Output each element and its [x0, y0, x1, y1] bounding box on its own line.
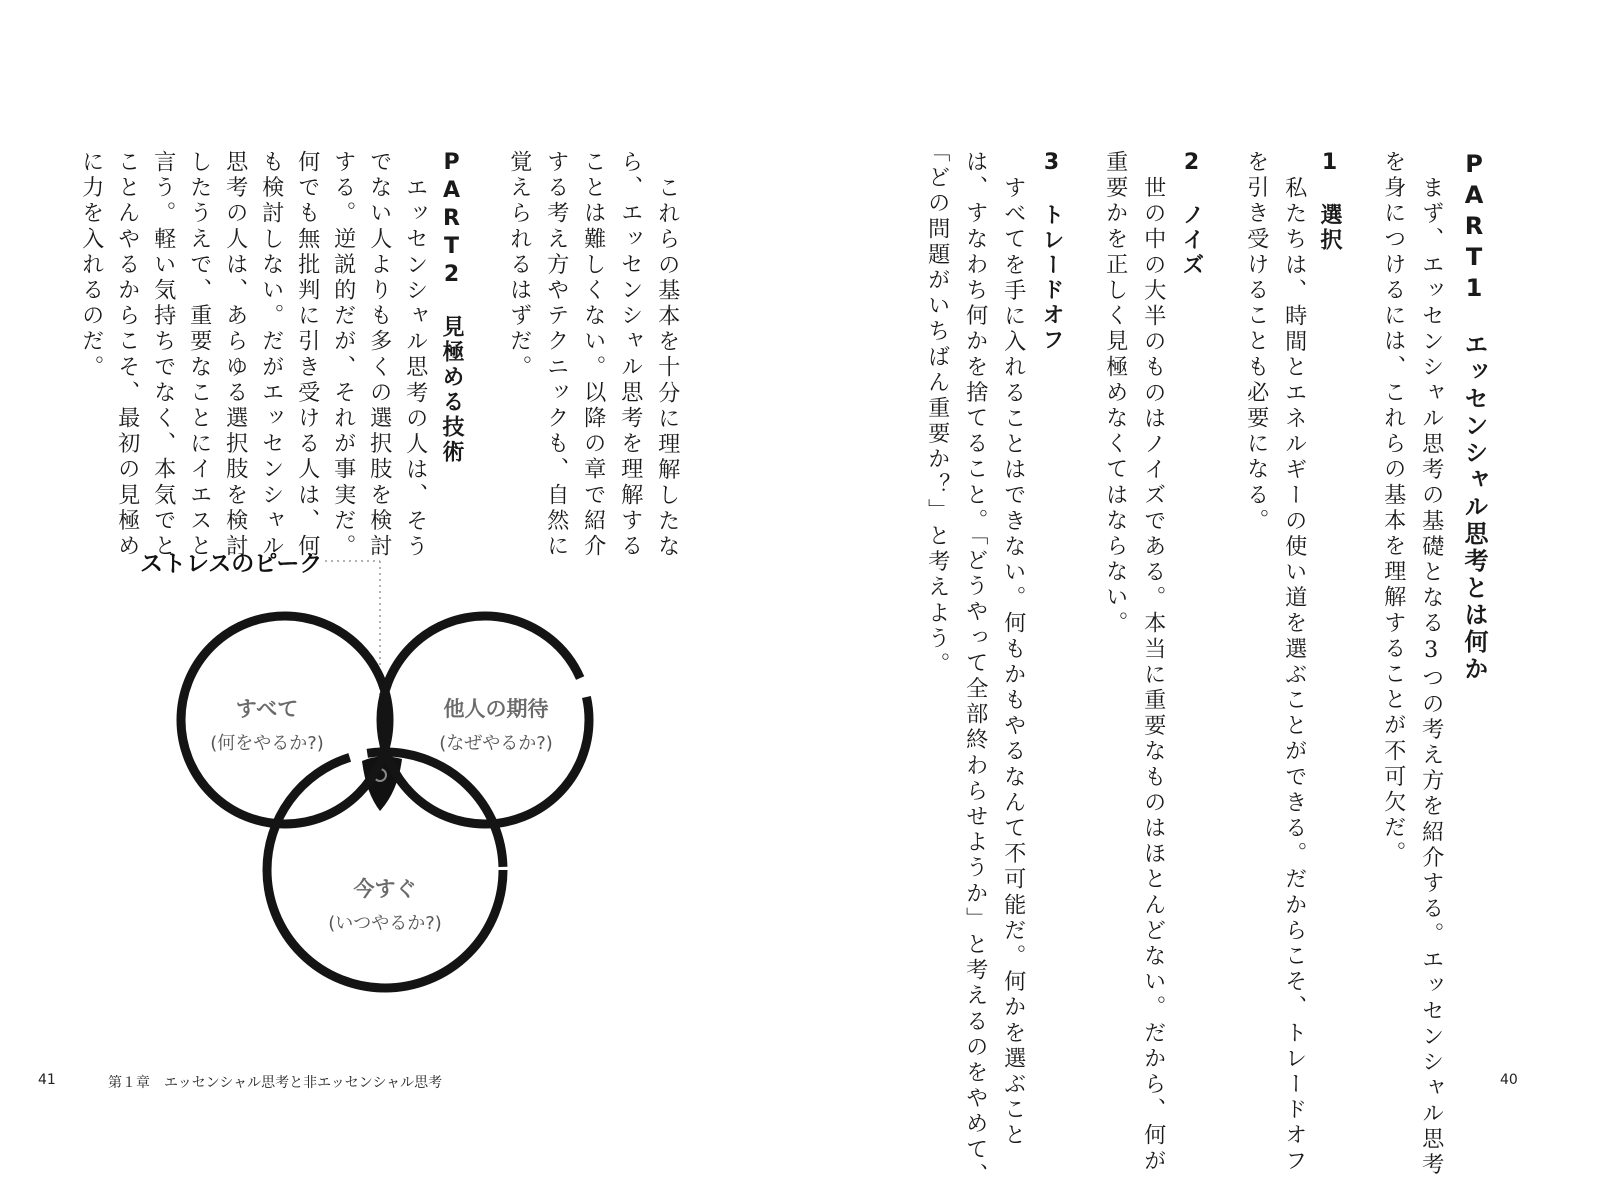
- circle-label-now-sub: (いつやるか?): [328, 913, 442, 934]
- section1-heading: 1 選択: [1317, 150, 1342, 253]
- venn-diagram: [140, 535, 620, 1025]
- circle-label-others: [416, 693, 576, 755]
- continuation-line-4: する考え方やテクニックも、自然に: [543, 150, 570, 560]
- part2-line-1: エッセンシャル思考の人は、そう: [402, 176, 429, 560]
- continuation-line-3: ことは難しくない。以降の章で紹介: [580, 150, 607, 560]
- section3-heading: 3 トレードオフ: [1039, 150, 1064, 353]
- venn-circles: [140, 535, 620, 1025]
- intro-line-2: を身につけるには、これらの基本を理解することが不可欠だ。: [1380, 150, 1407, 867]
- part2-heading: PART2 見極める技術: [439, 150, 464, 465]
- running-head: 第１章 エッセンシャル思考と非エッセンシャル思考: [108, 1075, 443, 1091]
- section3-line-3: 「どの問題がいちばん重要か？」と考えよう。: [924, 140, 951, 678]
- circle-label-now: [305, 873, 465, 935]
- section3-line-2: は、すなわち何かを捨てること。「どうやって全部終わらせようか」と考えるのをやめて、: [962, 150, 989, 1189]
- section1-line-1: 私たちは、時間とエネルギーの使い道を選ぶことができる。だからこそ、トレードオフ: [1281, 176, 1308, 1175]
- intro-line-1: まず、エッセンシャル思考の基礎となる3つの考え方を紹介する。エッセンシャル思考: [1418, 176, 1445, 1179]
- section1-line-2: を引き受けることも必要になる。: [1243, 150, 1270, 534]
- section2-heading: 2 ノイズ: [1179, 150, 1204, 278]
- part2-line-6: 思考の人は、あらゆる選択肢を検討: [222, 150, 249, 560]
- continuation-line-5: 覚えられるはずだ。: [506, 150, 533, 381]
- figure-title: ストレスのピーク: [140, 551, 323, 577]
- section2-line-1: 世の中の大半のものはノイズである。本当に重要なものはほとんどない。だから、何が: [1140, 176, 1167, 1175]
- part1-heading: PART1 エッセンシャル思考とは何か: [1460, 150, 1488, 683]
- page-number-right: 40: [1500, 1072, 1518, 1088]
- section2-line-2: 重要かを正しく見極めなくてはならない。: [1102, 150, 1129, 637]
- section3-line-1: すべてを手に入れることはできない。何もかもやるなんて不可能だ。何かを選ぶこと: [1000, 176, 1027, 1149]
- continuation-line-2: ら、エッセンシャル思考を理解する: [617, 150, 644, 560]
- page-number-left: 41: [38, 1072, 56, 1088]
- continuation-line-1: これらの基本を十分に理解したな: [654, 176, 681, 560]
- circle-label-others-main: 他人の期待: [443, 697, 549, 721]
- circle-label-all-sub: (何をやるか?): [210, 733, 324, 754]
- circle-label-all-main: すべて: [235, 697, 299, 721]
- part2-line-4: 何でも無批判に引き受ける人は、何: [294, 150, 321, 560]
- part2-line-3: する。逆説的だが、それが事実だ。: [330, 150, 357, 560]
- part2-line-10: に力を入れるのだ。: [78, 150, 105, 381]
- part2-line-7: したうえで、重要なことにイエスと: [186, 150, 213, 560]
- part2-line-8: 言う。軽い気持ちでなく、本気でと: [150, 150, 177, 560]
- part2-line-2: でない人よりも多くの選択肢を検討: [366, 150, 393, 560]
- circle-label-now-main: 今すぐ: [353, 877, 417, 901]
- circle-label-all: [192, 693, 342, 755]
- part2-line-5: も検討しない。だがエッセンシャル: [258, 150, 285, 560]
- circle-label-others-sub: (なぜやるか?): [439, 733, 553, 754]
- part2-line-9: ことんやるからこそ、最初の見極め: [114, 150, 141, 560]
